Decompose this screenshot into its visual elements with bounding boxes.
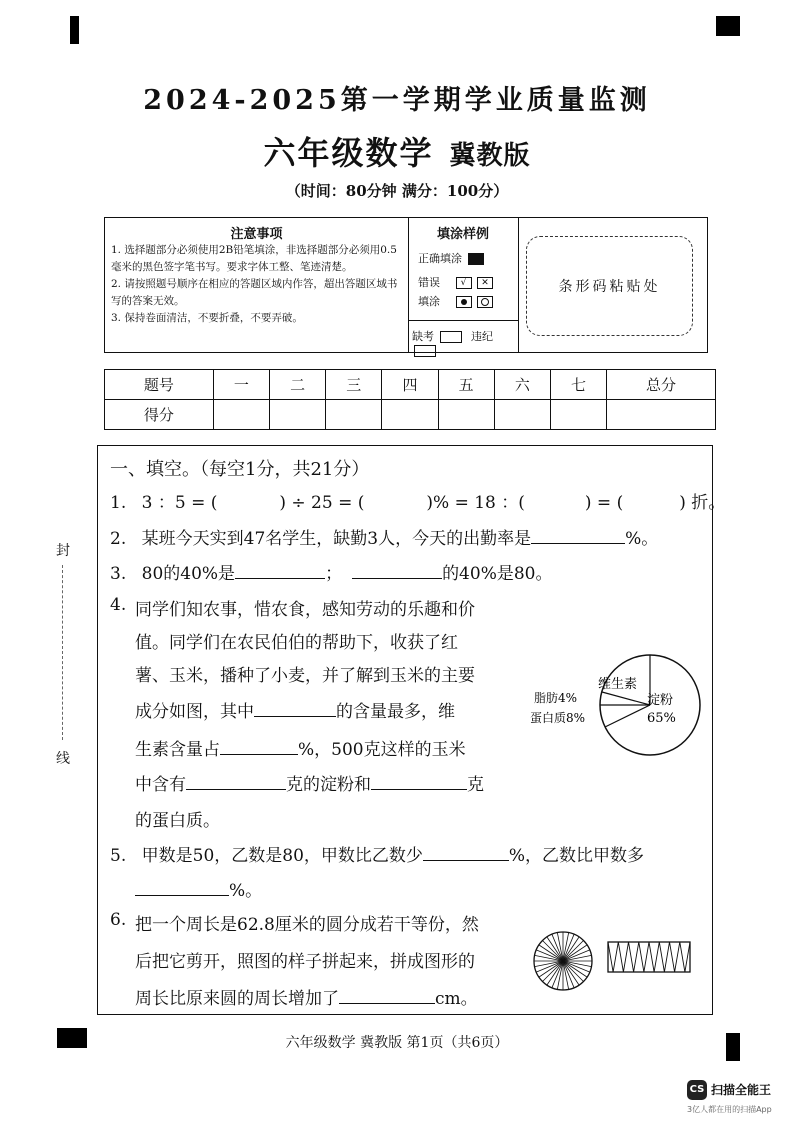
q6-line-2: 后把它剪开，照图的样子拼起来，拼成图形的	[135, 952, 475, 972]
question-1	[110, 488, 725, 513]
score-table-score-row	[105, 400, 716, 430]
correct-fill-label: 正确填涂	[418, 252, 462, 265]
pie-label-protein: 蛋白质8%	[530, 711, 586, 725]
q4-answer-blank-1[interactable]	[254, 700, 336, 717]
score-cell[interactable]	[213, 400, 269, 430]
ring-sample	[477, 296, 493, 308]
question-5-line-1	[110, 841, 644, 866]
q3-answer-blank-1[interactable]	[235, 562, 325, 579]
edition-label: 冀教版	[449, 141, 531, 171]
pie-divider-2	[602, 692, 650, 705]
q4-answer-blank-4[interactable]	[371, 773, 467, 790]
q4-line-7: 的蛋白质。	[135, 811, 220, 831]
pie-label-vitamin: 维生素	[598, 677, 638, 692]
q4-line-5b: %，500克这样的玉米	[298, 740, 466, 760]
subject-title	[0, 128, 794, 174]
q3-text-2: ；	[325, 564, 343, 584]
violation-label: 违纪	[471, 330, 493, 343]
q2-number: 2.	[110, 529, 127, 549]
side-margin-char-2: 线	[56, 751, 70, 767]
q3-answer-blank-2[interactable]	[352, 562, 442, 579]
filled-sample	[468, 253, 484, 265]
q1-text-3: )% = 18 ：(	[426, 493, 525, 513]
q5-number: 5.	[110, 846, 127, 866]
q2-text-1: 某班今天实到47名学生，缺勤3人，今天的出勤率是	[141, 529, 532, 549]
exam-title: 2024-2025第一学期学业质量监测	[143, 85, 651, 116]
score-row-label: 得分	[105, 400, 214, 430]
score-header-cell: 五	[438, 370, 494, 400]
registration-mark-top-right	[716, 16, 740, 36]
page-footer: 六年级数学 冀教版 第1页（共6页）	[285, 1035, 509, 1051]
absent-violation-row	[412, 328, 518, 357]
q5-answer-blank-2[interactable]	[135, 879, 229, 896]
notice-section	[105, 218, 409, 352]
exam-time-info: （时间：80分钟 满分：100分）	[285, 182, 509, 200]
q1-text-4: ) = (	[584, 493, 624, 513]
q3-text-3: 的40%是80。	[442, 564, 553, 584]
q4-line-5	[135, 735, 466, 760]
question-3	[110, 559, 552, 584]
wrong-fill-label-1: 错误	[418, 276, 440, 289]
scanner-app-logo: CS	[687, 1080, 707, 1100]
q1-number: 1.	[110, 493, 127, 513]
q4-line-4	[135, 697, 455, 722]
q5-text-3: %。	[229, 881, 263, 901]
q6-line-3	[135, 984, 478, 1009]
score-table	[104, 369, 716, 430]
pie-label-fat: 脂肪4%	[534, 691, 578, 705]
score-cell[interactable]	[382, 400, 438, 430]
q4-line-4b: 的含量最多，维	[336, 702, 455, 722]
q3-number: 3.	[110, 564, 127, 584]
q4-line-1: 同学们知农事，惜农食，感知劳动的乐趣和价	[135, 600, 475, 620]
score-header-cell: 四	[382, 370, 438, 400]
section-1-title: 一、填空。（每空1分，共21分）	[110, 459, 370, 480]
pie-divider-4	[605, 705, 650, 727]
notice-item-1: 1. 选择题部分必须使用2B铅笔填涂，非选择题部分必须用0.5毫米的黑色签字笔书写。要求字体工整、笔迹清楚。	[111, 244, 397, 273]
q4-number: 4.	[110, 595, 127, 615]
score-cell[interactable]	[550, 400, 606, 430]
wrong-fill-row-2	[418, 293, 493, 309]
q2-text-2: %。	[625, 529, 659, 549]
dot-sample	[456, 296, 472, 308]
q4-line-3: 薯、玉米，播种了小麦，并了解到玉米的主要	[135, 666, 475, 686]
score-cell[interactable]	[494, 400, 550, 430]
registration-mark-top-left	[70, 16, 79, 44]
question-2	[110, 524, 658, 549]
q4-line-2: 值。同学们在农民伯伯的帮助下，收获了红	[135, 633, 458, 653]
correct-fill-row	[418, 250, 484, 266]
q6-line-3b: cm。	[435, 989, 478, 1009]
q5-text-2: %，乙数比甲数多	[508, 846, 645, 866]
q1-text-1: 3 ：5 = (	[141, 493, 218, 513]
score-cell[interactable]	[326, 400, 382, 430]
q4-line-6a: 中含有	[135, 775, 186, 795]
fill-sample-title: 填涂样例	[436, 227, 489, 242]
score-header-cell: 一	[213, 370, 269, 400]
score-header-cell: 六	[494, 370, 550, 400]
rearranged-strip-figure	[608, 942, 690, 972]
barcode-area: 条形码粘贴处	[526, 236, 693, 336]
violation-box[interactable]	[414, 345, 436, 357]
q6-line-3a: 周长比原来圆的周长增加了	[135, 989, 339, 1009]
q4-line-5a: 生素含量占	[135, 740, 220, 760]
absent-box[interactable]	[440, 331, 462, 343]
check-sample: √	[456, 277, 472, 289]
score-cell[interactable]	[607, 400, 716, 430]
score-header-cell: 题号	[105, 370, 214, 400]
q6-line-1: 把一个周长是62.8厘米的圆分成若干等份，然	[135, 915, 479, 935]
divided-circle-figure	[534, 932, 592, 990]
q6-number: 6.	[110, 910, 127, 930]
question-5-line-2	[135, 876, 262, 901]
cross-sample: ✕	[477, 277, 493, 289]
absent-label: 缺考	[412, 330, 434, 343]
score-header-cell: 总分	[607, 370, 716, 400]
wrong-fill-label-2: 填涂	[418, 295, 440, 308]
q6-answer-blank[interactable]	[339, 987, 435, 1004]
corn-composition-pie	[530, 645, 710, 765]
fill-sample-section	[408, 218, 519, 352]
q2-answer-blank[interactable]	[531, 527, 625, 544]
fill-divider	[408, 320, 518, 321]
q4-line-6	[135, 770, 484, 795]
score-header-cell: 二	[270, 370, 326, 400]
q5-answer-blank-1[interactable]	[423, 844, 509, 861]
q5-text-1: 甲数是50，乙数是80，甲数比乙数少	[141, 846, 423, 866]
scanner-app-name: 扫描全能王	[711, 1083, 772, 1097]
pie-label-starch-percent: 65%	[647, 711, 676, 726]
score-header-cell: 三	[326, 370, 382, 400]
side-margin-char-1: 封	[56, 543, 70, 559]
score-cell[interactable]	[270, 400, 326, 430]
notice-item-2: 2. 请按照题号顺序在相应的答题区域内作答，超出答题区域书写的答案无效。	[111, 278, 398, 307]
q4-line-4a: 成分如图，其中	[135, 702, 254, 722]
scanner-app-tagline: 3亿人都在用的扫描App	[687, 1105, 772, 1114]
q3-text-1: 80的40%是	[141, 564, 236, 584]
wrong-fill-row-1	[418, 274, 493, 290]
notice-title: 注意事项	[230, 227, 283, 242]
q6-figures	[530, 928, 700, 998]
pie-label-starch: 淀粉	[647, 693, 674, 708]
notice-item-3: 3. 保持卷面清洁，不要折叠，不要弄破。	[111, 312, 303, 324]
notice-box	[104, 217, 708, 353]
q1-text-2: ) ÷ 25 = (	[279, 493, 365, 513]
q4-answer-blank-3[interactable]	[186, 773, 286, 790]
q4-line-6b: 克的淀粉和	[286, 775, 371, 795]
score-table-header-row	[105, 370, 716, 400]
q4-line-6c: 克	[467, 775, 484, 795]
subject-name: 六年级数学	[263, 134, 434, 172]
q4-answer-blank-2[interactable]	[220, 738, 298, 755]
score-header-cell: 七	[550, 370, 606, 400]
score-cell[interactable]	[438, 400, 494, 430]
q1-text-5: ) 折。	[679, 493, 726, 513]
binding-line	[62, 565, 63, 740]
